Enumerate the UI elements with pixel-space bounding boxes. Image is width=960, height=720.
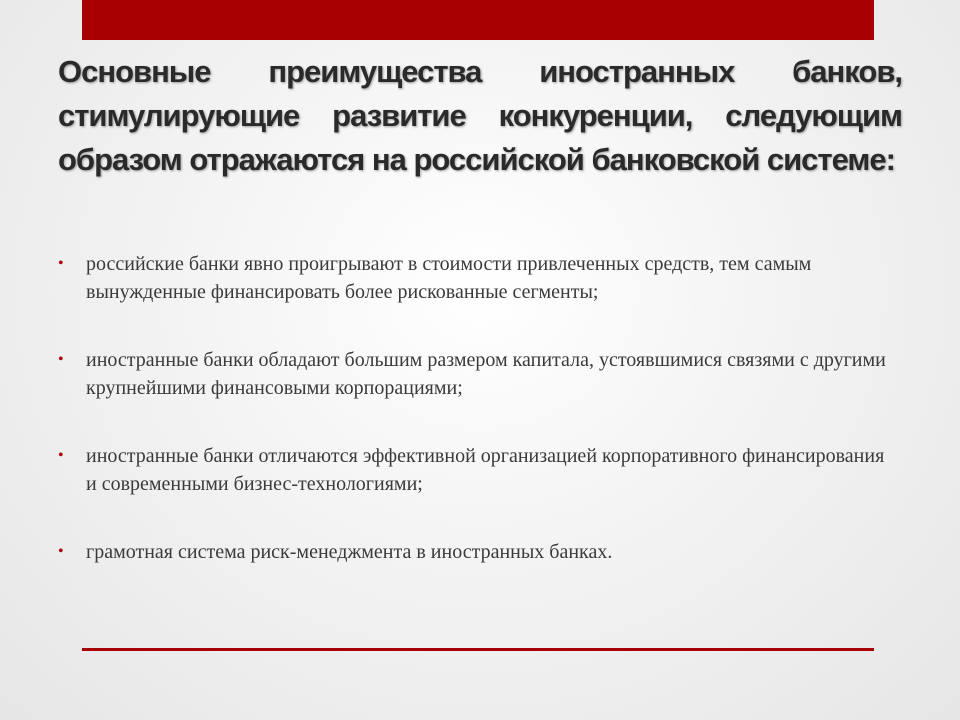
bullet-item-1 (58, 250, 898, 306)
bullet-dot-icon: • (58, 351, 64, 368)
bullet-text: иностранные банки обладают большим размером капитала, устоявшимися связями с другими крупнейшими финансовыми корпорациями; (86, 349, 886, 399)
bullet-item-2 (58, 346, 898, 402)
bottom-divider (82, 648, 874, 651)
bullet-text: грамотная система риск-менеджмента в иностранных банках. (86, 541, 613, 563)
bullet-text: российские банки явно проигрывают в стоимости привлеченных средств, тем самым вынужденные финансировать более рискованные сегменты; (86, 253, 812, 303)
bullet-list (58, 250, 898, 566)
bullet-dot-icon: • (58, 255, 64, 272)
bullet-text: иностранные банки отличаются эффективной организацией корпоративного финансирования и современными бизнес-технологиями; (86, 445, 885, 495)
bullet-item-4 (58, 538, 898, 566)
slide-title: Основные преимущества иностранных банков, стимулирующие развитие конкуренции, следующим образом отражаются на российской банковской системе: (58, 54, 902, 177)
bullet-item-3 (58, 442, 898, 498)
bullet-dot-icon: • (58, 447, 64, 464)
top-accent-bar (82, 0, 874, 40)
bullet-dot-icon: • (58, 543, 64, 560)
